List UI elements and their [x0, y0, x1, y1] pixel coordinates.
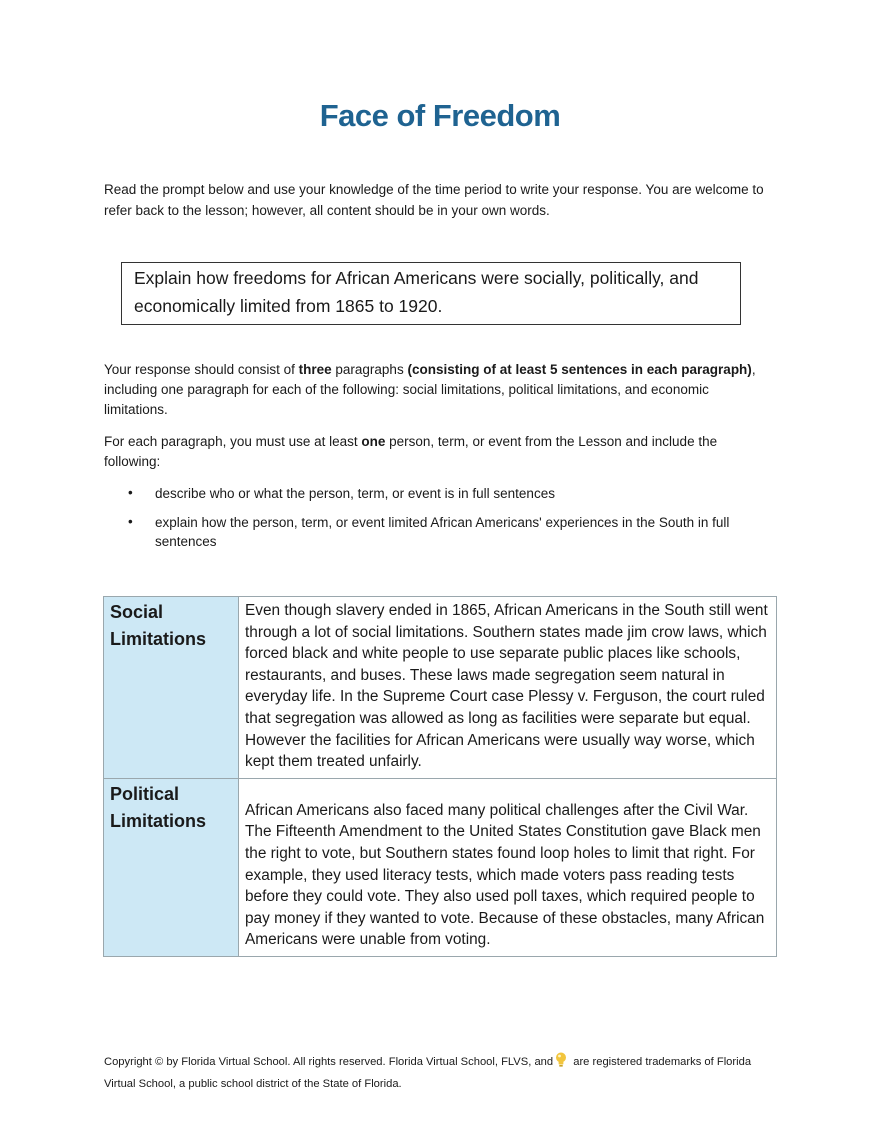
footer-copyright [104, 1052, 764, 1094]
row-text-political[interactable]: African Americans also faced many political challenges after the Civil War. The Fifteenth Amendment to the United States Constitution gave Black men the right to vote, but Southern states found loop holes to limit that right. For example, they used literacy tests, which made voters pass reading tests before they could vote. They also used poll taxes, which required people to pay money if they wanted to vote. Because of these obstacles, many African Americans were unable from voting. [239, 778, 777, 956]
instr1-bold-three: three [298, 362, 332, 377]
instr1-bold-requirement: (consisting of at least 5 sentences in each paragraph) [407, 362, 752, 377]
list-item [104, 513, 774, 551]
table-row [104, 778, 777, 956]
instr2-pre: For each paragraph, you must use at least [104, 434, 362, 449]
instr1-pre: Your response should consist of [104, 362, 299, 377]
instr2-post: person, term, or event from the Lesson and include the following: [104, 434, 718, 469]
bullet-icon: • [128, 514, 133, 529]
instr2-bold-one: one [361, 434, 386, 449]
intro-paragraph: Read the prompt below and use your knowledge of the time period to write your response. You are welcome to refer back to the lesson; however, all content should be in your own words. [104, 182, 764, 218]
prompt-text: Explain how freedoms for African Americans were socially, politically, and economically limited from 1865 to 1920. [134, 268, 699, 316]
row-label-political: Political Limitations [104, 778, 239, 956]
prompt-box [121, 262, 741, 325]
list-item [104, 484, 774, 503]
lightbulb-icon [555, 1052, 567, 1075]
list-item-text: describe who or what the person, term, or event is in full sentences [155, 486, 555, 501]
instructions [104, 360, 774, 561]
requirements-list [104, 484, 774, 551]
table-row [104, 597, 777, 779]
instr1-post: , including one paragraph for each of the following: social limitations, political limitations, and economic limitations. [104, 362, 756, 417]
footer-text-post: are registered trademarks of Florida Virtual School, a public school district of the State of Florida. [104, 1056, 752, 1090]
instructions-paragraph-2 [104, 432, 774, 472]
page-title: Face of Freedom [319, 98, 561, 133]
list-item-text: explain how the person, term, or event limited African Americans' experiences in the South in full sentences [155, 515, 730, 549]
bullet-icon: • [128, 485, 133, 500]
footer-text-pre: Copyright © by Florida Virtual School. All rights reserved. Florida Virtual School, FLVS, and [104, 1056, 554, 1068]
row-label-social: Social Limitations [104, 597, 239, 779]
row-text-social[interactable]: Even though slavery ended in 1865, African Americans in the South still went through a lot of social limitations. Southern states made jim crow laws, which forced black and white people to use separate public places like schools, restaurants, and buses. These laws made segregation seem natural in everyday life. In the Supreme Court case Plessy v. Ferguson, the court ruled that segregation was allowed as long as facilities were separate but equal. However the facilities for African Americans were usually way worse, which kept them treated unfairly. [239, 597, 777, 779]
response-table [103, 596, 777, 957]
instr1-mid: paragraphs [331, 362, 408, 377]
instructions-paragraph-1 [104, 360, 774, 420]
